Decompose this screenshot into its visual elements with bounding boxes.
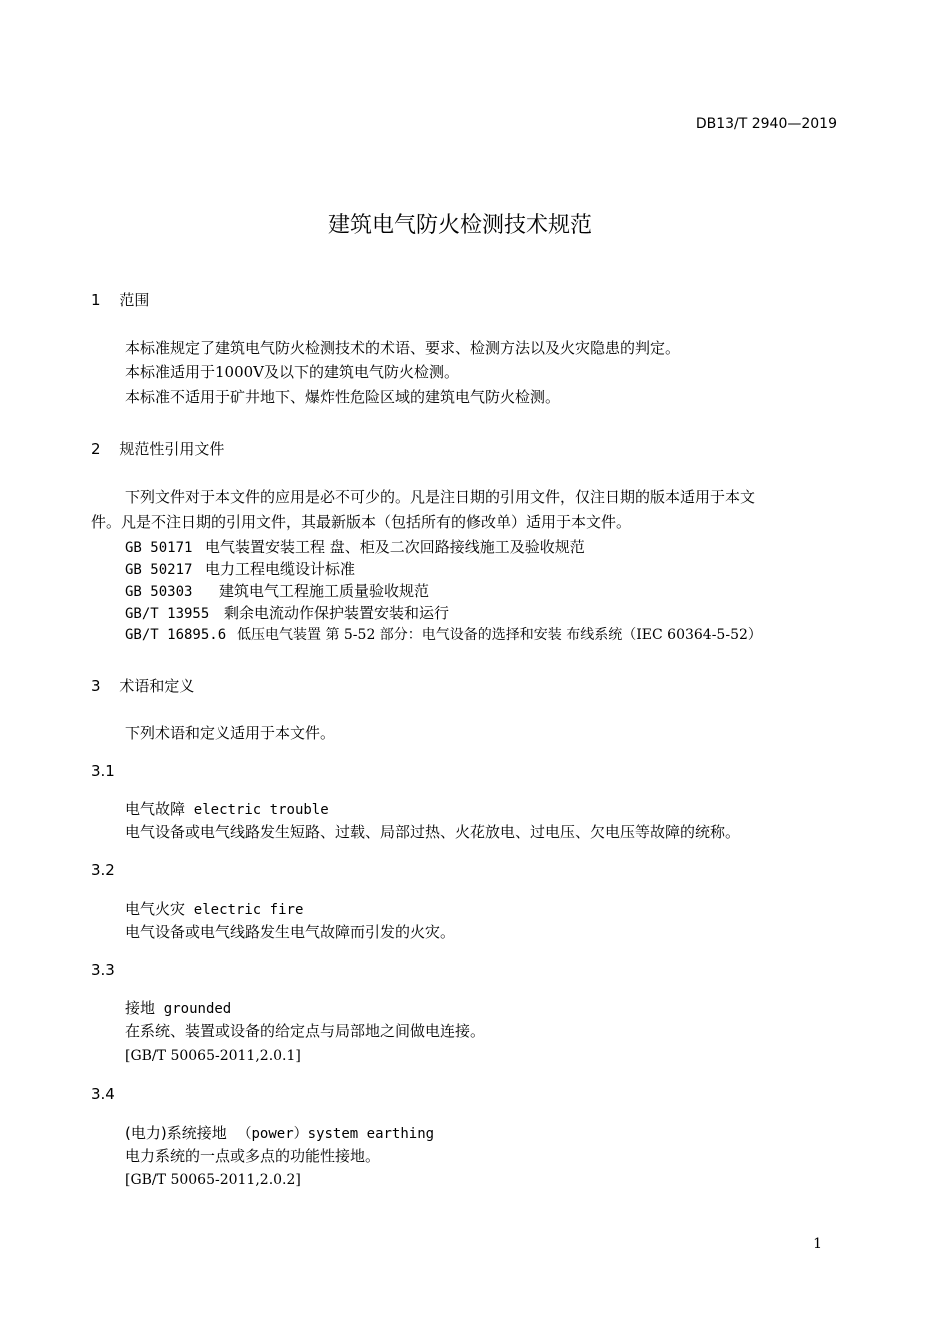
term-en: grounded <box>163 1001 232 1017</box>
reference-item <box>125 624 762 646</box>
reference-code: GB/T 16895.6 <box>125 627 227 643</box>
section-number: 2 <box>91 440 101 458</box>
term-en: electric trouble <box>193 802 329 818</box>
term-definition: 电气设备或电气线路发生电气故障而引发的火灾。 <box>125 923 456 941</box>
term-source: [GB/T 50065-2011,2.0.1] <box>125 1048 301 1064</box>
term-heading <box>125 1122 434 1143</box>
term-number: 3.1 <box>91 762 115 780</box>
standard-number: DB13/T 2940—2019 <box>695 116 837 132</box>
reference-code: GB/T 13955 <box>125 606 210 622</box>
section-number: 1 <box>91 291 101 309</box>
section-1-heading <box>91 289 149 310</box>
term-definition: 电力系统的一点或多点的功能性接地。 <box>125 1147 381 1165</box>
term-heading <box>125 898 303 919</box>
references-intro-line-2: 件。凡是不注日期的引用文件，其最新版本（包括所有的修改单）适用于本文件。 <box>91 513 632 531</box>
reference-code: GB 50171 <box>125 540 193 556</box>
reference-code: GB 50303 <box>125 584 193 600</box>
document-title: 建筑电气防火检测技术规范 <box>327 213 592 238</box>
term-zh: (电力)系统接地 <box>125 1124 227 1142</box>
term-en: （power）system earthing <box>237 1126 435 1142</box>
section-3-heading <box>91 675 194 696</box>
term-zh: 电气故障 <box>125 800 186 818</box>
page-number: 1 <box>813 1236 822 1252</box>
references-intro-line-1: 下列文件对于本文件的应用是必不可少的。凡是注日期的引用文件，仅注日期的版本适用于本文 <box>125 488 756 506</box>
term-definition: 在系统、装置或设备的给定点与局部地之间做电连接。 <box>125 1022 486 1040</box>
term-en: electric fire <box>193 902 304 918</box>
reference-item <box>125 602 449 625</box>
section-2-heading <box>91 438 224 459</box>
reference-code: GB 50217 <box>125 562 193 578</box>
reference-item <box>125 580 429 603</box>
terms-intro: 下列术语和定义适用于本文件。 <box>125 724 336 742</box>
section-title: 规范性引用文件 <box>119 440 225 458</box>
reference-title: 建筑电气工程施工质量验收规范 <box>219 582 430 600</box>
term-heading <box>125 997 231 1018</box>
term-number: 3.4 <box>91 1085 115 1103</box>
reference-item <box>125 536 585 559</box>
section-title: 术语和定义 <box>119 677 195 695</box>
term-definition: 电气设备或电气线路发生短路、过载、局部过热、火花放电、过电压、欠电压等故障的统称。 <box>125 823 741 841</box>
reference-title: 低压电气装置 第 5-52 部分：电气设备的选择和安装 布线系统（IEC 60364-5-52） <box>237 627 762 643</box>
reference-title: 电力工程电缆设计标准 <box>205 560 356 578</box>
reference-title: 电气装置安装工程 盘、柜及二次回路接线施工及验收规范 <box>205 538 585 556</box>
term-zh: 接地 <box>125 999 156 1017</box>
term-number: 3.2 <box>91 861 115 879</box>
term-zh: 电气火灾 <box>125 900 186 918</box>
term-heading <box>125 798 329 819</box>
scope-paragraph-3: 本标准不适用于矿井地下、爆炸性危险区域的建筑电气防火检测。 <box>125 388 561 406</box>
scope-paragraph-1: 本标准规定了建筑电气防火检测技术的术语、要求、检测方法以及火灾隐患的判定。 <box>125 339 681 357</box>
section-number: 3 <box>91 677 101 695</box>
term-number: 3.3 <box>91 961 115 979</box>
scope-paragraph-2: 本标准适用于1000V及以下的建筑电气防火检测。 <box>125 363 460 381</box>
section-title: 范围 <box>119 291 150 309</box>
term-source: [GB/T 50065-2011,2.0.2] <box>125 1172 301 1188</box>
reference-item <box>125 558 355 581</box>
reference-title: 剩余电流动作保护装置安装和运行 <box>224 604 450 622</box>
